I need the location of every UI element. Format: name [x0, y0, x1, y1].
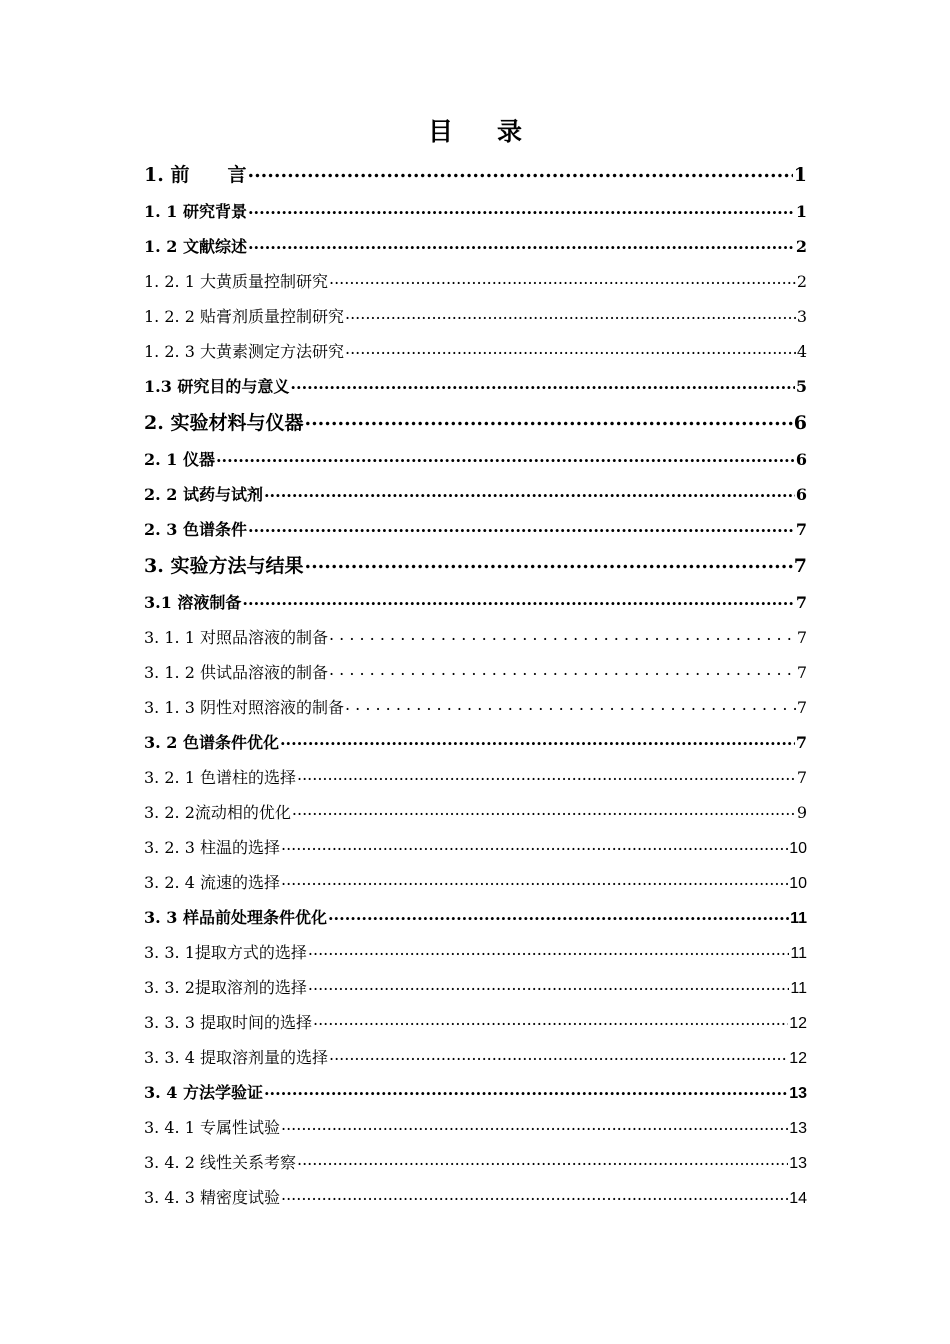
toc-dot-leader: [264, 1082, 788, 1098]
toc-page-number: 7: [796, 768, 807, 787]
toc-entry-label: 3. 4. 3 精密度试验: [144, 1188, 280, 1207]
toc-entry-label: 3. 2. 3 柱温的选择: [144, 838, 280, 857]
toc-page-number: 7: [795, 733, 807, 752]
toc-page-number: 7: [795, 593, 807, 612]
toc-dot-leader: [329, 662, 796, 678]
toc-dot-leader: [313, 1012, 788, 1028]
toc-entry-label: 3. 2. 2流动相的优化: [144, 803, 291, 822]
toc-page-number: 7: [795, 520, 807, 539]
toc-dot-leader: [281, 837, 788, 853]
toc-entry-label: 1.3 研究目的与意义: [144, 377, 290, 396]
toc-entry-label: 2. 实验材料与仪器: [144, 412, 304, 434]
toc-dot-leader: [248, 201, 795, 217]
toc-entry[interactable]: [144, 1145, 807, 1180]
toc-entry-label: 3. 1. 2 供试品溶液的制备: [144, 663, 328, 682]
toc-page-number: 13: [789, 1085, 807, 1102]
toc-entry[interactable]: [144, 229, 807, 264]
toc-page-number: 12: [789, 1015, 807, 1032]
toc-page-number: 7: [796, 663, 807, 682]
toc-entry-label: 3. 3. 1提取方式的选择: [144, 943, 307, 962]
toc-dot-leader: [345, 341, 796, 357]
toc-entry-label: 2. 2 试药与试剂: [144, 485, 263, 504]
toc-page-number: 5: [795, 377, 807, 396]
toc-page-number: 13: [789, 1155, 807, 1172]
toc-entry[interactable]: [144, 512, 807, 547]
toc-page-number: 7: [796, 628, 807, 647]
toc-page-number: 4: [796, 342, 807, 361]
toc-entry[interactable]: [144, 760, 807, 795]
toc-entry-label: 3. 4. 1 专属性试验: [144, 1118, 280, 1137]
toc-dot-leader: [264, 484, 795, 500]
toc-dot-leader: [216, 449, 795, 465]
toc-entry[interactable]: [144, 1110, 807, 1145]
toc-page-number: 9: [796, 803, 807, 822]
toc-entry[interactable]: [144, 334, 807, 369]
toc-entry[interactable]: [144, 299, 807, 334]
toc-entry[interactable]: [144, 795, 807, 830]
toc-page-number: 7: [793, 555, 807, 577]
toc-entry[interactable]: [144, 442, 807, 477]
toc-entry-label: 3.1 溶液制备: [144, 593, 242, 612]
toc-page-number: 12: [789, 1050, 807, 1067]
toc-entry[interactable]: [144, 547, 807, 585]
toc-dot-leader: [345, 306, 796, 322]
toc-entry-label: 3. 1. 3 阴性对照溶液的制备: [144, 698, 344, 717]
toc-entry-label: 3. 3. 4 提取溶剂量的选择: [144, 1048, 328, 1067]
toc-page-number: 11: [790, 945, 807, 962]
toc-entry[interactable]: [144, 194, 807, 229]
toc-entry-label: 2. 3 色谱条件: [144, 520, 247, 539]
toc-dot-leader: [304, 553, 792, 572]
toc-dot-leader: [297, 767, 796, 783]
toc-dot-leader: [328, 907, 789, 923]
toc-page-number: 7: [796, 698, 807, 717]
toc-dot-leader: [281, 872, 788, 888]
toc-page-number: 11: [790, 980, 807, 997]
toc-entry[interactable]: [144, 655, 807, 690]
toc-entry[interactable]: [144, 620, 807, 655]
toc-entry-label: 1. 2 文献综述: [144, 237, 247, 256]
toc-entry[interactable]: [144, 585, 807, 620]
toc-page-number: 14: [789, 1190, 807, 1207]
toc-dot-leader: [281, 1117, 788, 1133]
toc-page-number: 11: [790, 910, 807, 927]
toc-dot-leader: [308, 977, 790, 993]
toc-page-number: 2: [795, 237, 807, 256]
toc-entry[interactable]: [144, 970, 807, 1005]
toc-title-left: 目: [427, 117, 453, 146]
toc-entry-label: 1. 前 言: [144, 164, 247, 186]
toc-entry-label: 1. 2. 1 大黄质量控制研究: [144, 272, 328, 291]
toc-page-number: 6: [795, 485, 807, 504]
toc-entry[interactable]: [144, 830, 807, 865]
toc-page-number: 6: [793, 412, 807, 434]
toc-entry-label: 3. 2. 4 流速的选择: [144, 873, 280, 892]
toc-entry-label: 1. 1 研究背景: [144, 202, 247, 221]
toc-page-number: 1: [793, 164, 807, 186]
toc-entry[interactable]: [144, 690, 807, 725]
toc-dot-leader: [280, 732, 795, 748]
toc-entry[interactable]: [144, 1040, 807, 1075]
toc-entry[interactable]: [144, 1180, 807, 1215]
toc-entry[interactable]: [144, 156, 807, 194]
toc-entry-label: 2. 1 仪器: [144, 450, 215, 469]
toc-page-number: 1: [795, 202, 807, 221]
toc-entry[interactable]: [144, 1005, 807, 1040]
toc-entry[interactable]: [144, 900, 807, 935]
toc-entry[interactable]: [144, 865, 807, 900]
toc-entry[interactable]: [144, 404, 807, 442]
toc-dot-leader: [329, 1047, 788, 1063]
toc-dot-leader: [304, 410, 792, 429]
toc-dot-leader: [248, 236, 795, 252]
toc-entry-label: 3. 1. 1 对照品溶液的制备: [144, 628, 328, 647]
toc-dot-leader: [329, 627, 796, 643]
toc-page-number: 10: [789, 840, 807, 857]
toc-entry[interactable]: [144, 369, 807, 404]
toc-entry[interactable]: [144, 477, 807, 512]
toc-page-number: 3: [796, 307, 807, 326]
toc-dot-leader: [292, 802, 796, 818]
toc-dot-leader: [308, 942, 790, 958]
toc-dot-leader: [248, 519, 795, 535]
toc-dot-leader: [281, 1187, 788, 1203]
toc-page-number: 2: [796, 272, 807, 291]
toc-entry-label: 3. 3. 2提取溶剂的选择: [144, 978, 307, 997]
toc-entry-label: 3. 3 样品前处理条件优化: [144, 908, 327, 927]
toc-entry[interactable]: [144, 935, 807, 970]
toc-entry[interactable]: [144, 725, 807, 760]
toc-page-number: 6: [795, 450, 807, 469]
toc-page-number: 13: [789, 1120, 807, 1137]
toc-entry-label: 3. 实验方法与结果: [144, 555, 304, 577]
toc-dot-leader: [247, 162, 792, 181]
toc-dot-leader: [345, 697, 796, 713]
toc-entry-label: 3. 2. 1 色谱柱的选择: [144, 768, 296, 787]
toc-dot-leader: [242, 592, 794, 608]
toc-title: [0, 112, 950, 152]
toc-dot-leader: [290, 376, 794, 392]
toc-entry-label: 1. 2. 3 大黄素测定方法研究: [144, 342, 344, 361]
toc-entry-label: 3. 2 色谱条件优化: [144, 733, 279, 752]
toc-entry[interactable]: [144, 1075, 807, 1110]
toc-list: [144, 156, 807, 1215]
toc-dot-leader: [329, 271, 796, 287]
toc-title-right: 录: [497, 117, 523, 146]
toc-entry[interactable]: [144, 264, 807, 299]
toc-entry-label: 3. 3. 3 提取时间的选择: [144, 1013, 312, 1032]
toc-dot-leader: [297, 1152, 788, 1168]
toc-page-number: 10: [789, 875, 807, 892]
toc-entry-label: 3. 4. 2 线性关系考察: [144, 1153, 296, 1172]
toc-entry-label: 3. 4 方法学验证: [144, 1083, 263, 1102]
toc-entry-label: 1. 2. 2 贴膏剂质量控制研究: [144, 307, 344, 326]
